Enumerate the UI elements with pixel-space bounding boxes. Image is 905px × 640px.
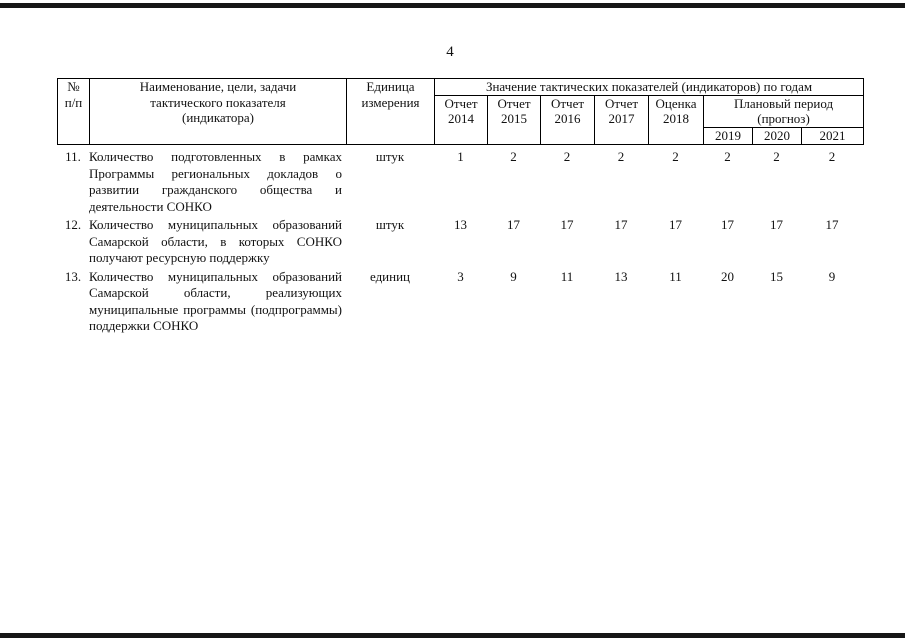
value-2017: 2 [617, 149, 625, 164]
table-header [57, 78, 864, 145]
header-year-2016: Отчет 2016 [541, 95, 595, 144]
header-year-2014: Отчет 2014 [435, 95, 488, 144]
top-border [0, 3, 905, 8]
header-year-2018: Оценка 2018 [649, 95, 704, 144]
value-2015: 2 [510, 149, 517, 164]
value-2016: 17 [560, 217, 574, 232]
row-unit: штук [375, 149, 405, 164]
header-plan-group: Плановый период (прогноз) [704, 95, 864, 127]
value-2014: 1 [457, 149, 464, 164]
row-num: 11. [65, 149, 81, 164]
value-2021: 2 [828, 149, 836, 164]
value-2016: 11 [560, 268, 574, 284]
value-2018: 2 [672, 149, 679, 164]
value-2021: 17 [825, 217, 839, 232]
row-name: Количество подготовленных в рамках Программы региональных докладов о развитии гражданского общества и деятельности СОНКО [89, 149, 342, 214]
table-row [57, 217, 863, 269]
value-2014: 3 [457, 268, 464, 284]
value-2015: 9 [510, 268, 517, 284]
header-num: № п/п [58, 79, 90, 145]
row-num: 13. [64, 268, 82, 284]
value-2019: 17 [721, 217, 734, 232]
value-2020: 17 [770, 217, 783, 232]
table-row [57, 149, 863, 217]
row-num: 12. [64, 217, 82, 232]
page-number: 4 [446, 44, 454, 60]
table-row [57, 269, 863, 337]
header-plan-2021: 2021 [802, 127, 864, 144]
value-2018: 11 [669, 268, 682, 284]
row-unit: единиц [369, 268, 411, 284]
bottom-border [0, 633, 905, 638]
header-values-group: Значение тактических показателей (индикаторов) по годам [435, 79, 864, 96]
header-unit: Единица измерения [347, 79, 435, 145]
header-name: Наименование, цели, задачи тактического показателя (индикатора) [90, 79, 347, 145]
header-plan-2019: 2019 [704, 127, 753, 144]
header-year-2017: Отчет 2017 [595, 95, 649, 144]
value-2020: 15 [770, 268, 783, 284]
table-body [57, 149, 863, 337]
value-2019: 20 [721, 268, 734, 284]
value-2018: 17 [669, 217, 682, 232]
row-unit: штук [375, 217, 405, 232]
row-name: Количество муниципальных образований Самарской области, в которых СОНКО получают ресурсную поддержку [89, 217, 342, 265]
value-2015: 17 [507, 217, 520, 232]
value-2020: 2 [773, 149, 780, 164]
value-2019: 2 [724, 149, 731, 164]
value-2021: 9 [828, 268, 836, 284]
value-2017: 17 [614, 217, 628, 232]
header-year-2015: Отчет 2015 [488, 95, 541, 144]
header-plan-2020: 2020 [753, 127, 802, 144]
value-2016: 2 [563, 149, 571, 164]
value-2017: 13 [614, 268, 628, 284]
value-2014: 13 [454, 217, 467, 232]
row-name: Количество муниципальных образований Самарской области, реализующих муниципальные программы (подпрограммы) поддержки СОНКО [89, 268, 342, 333]
